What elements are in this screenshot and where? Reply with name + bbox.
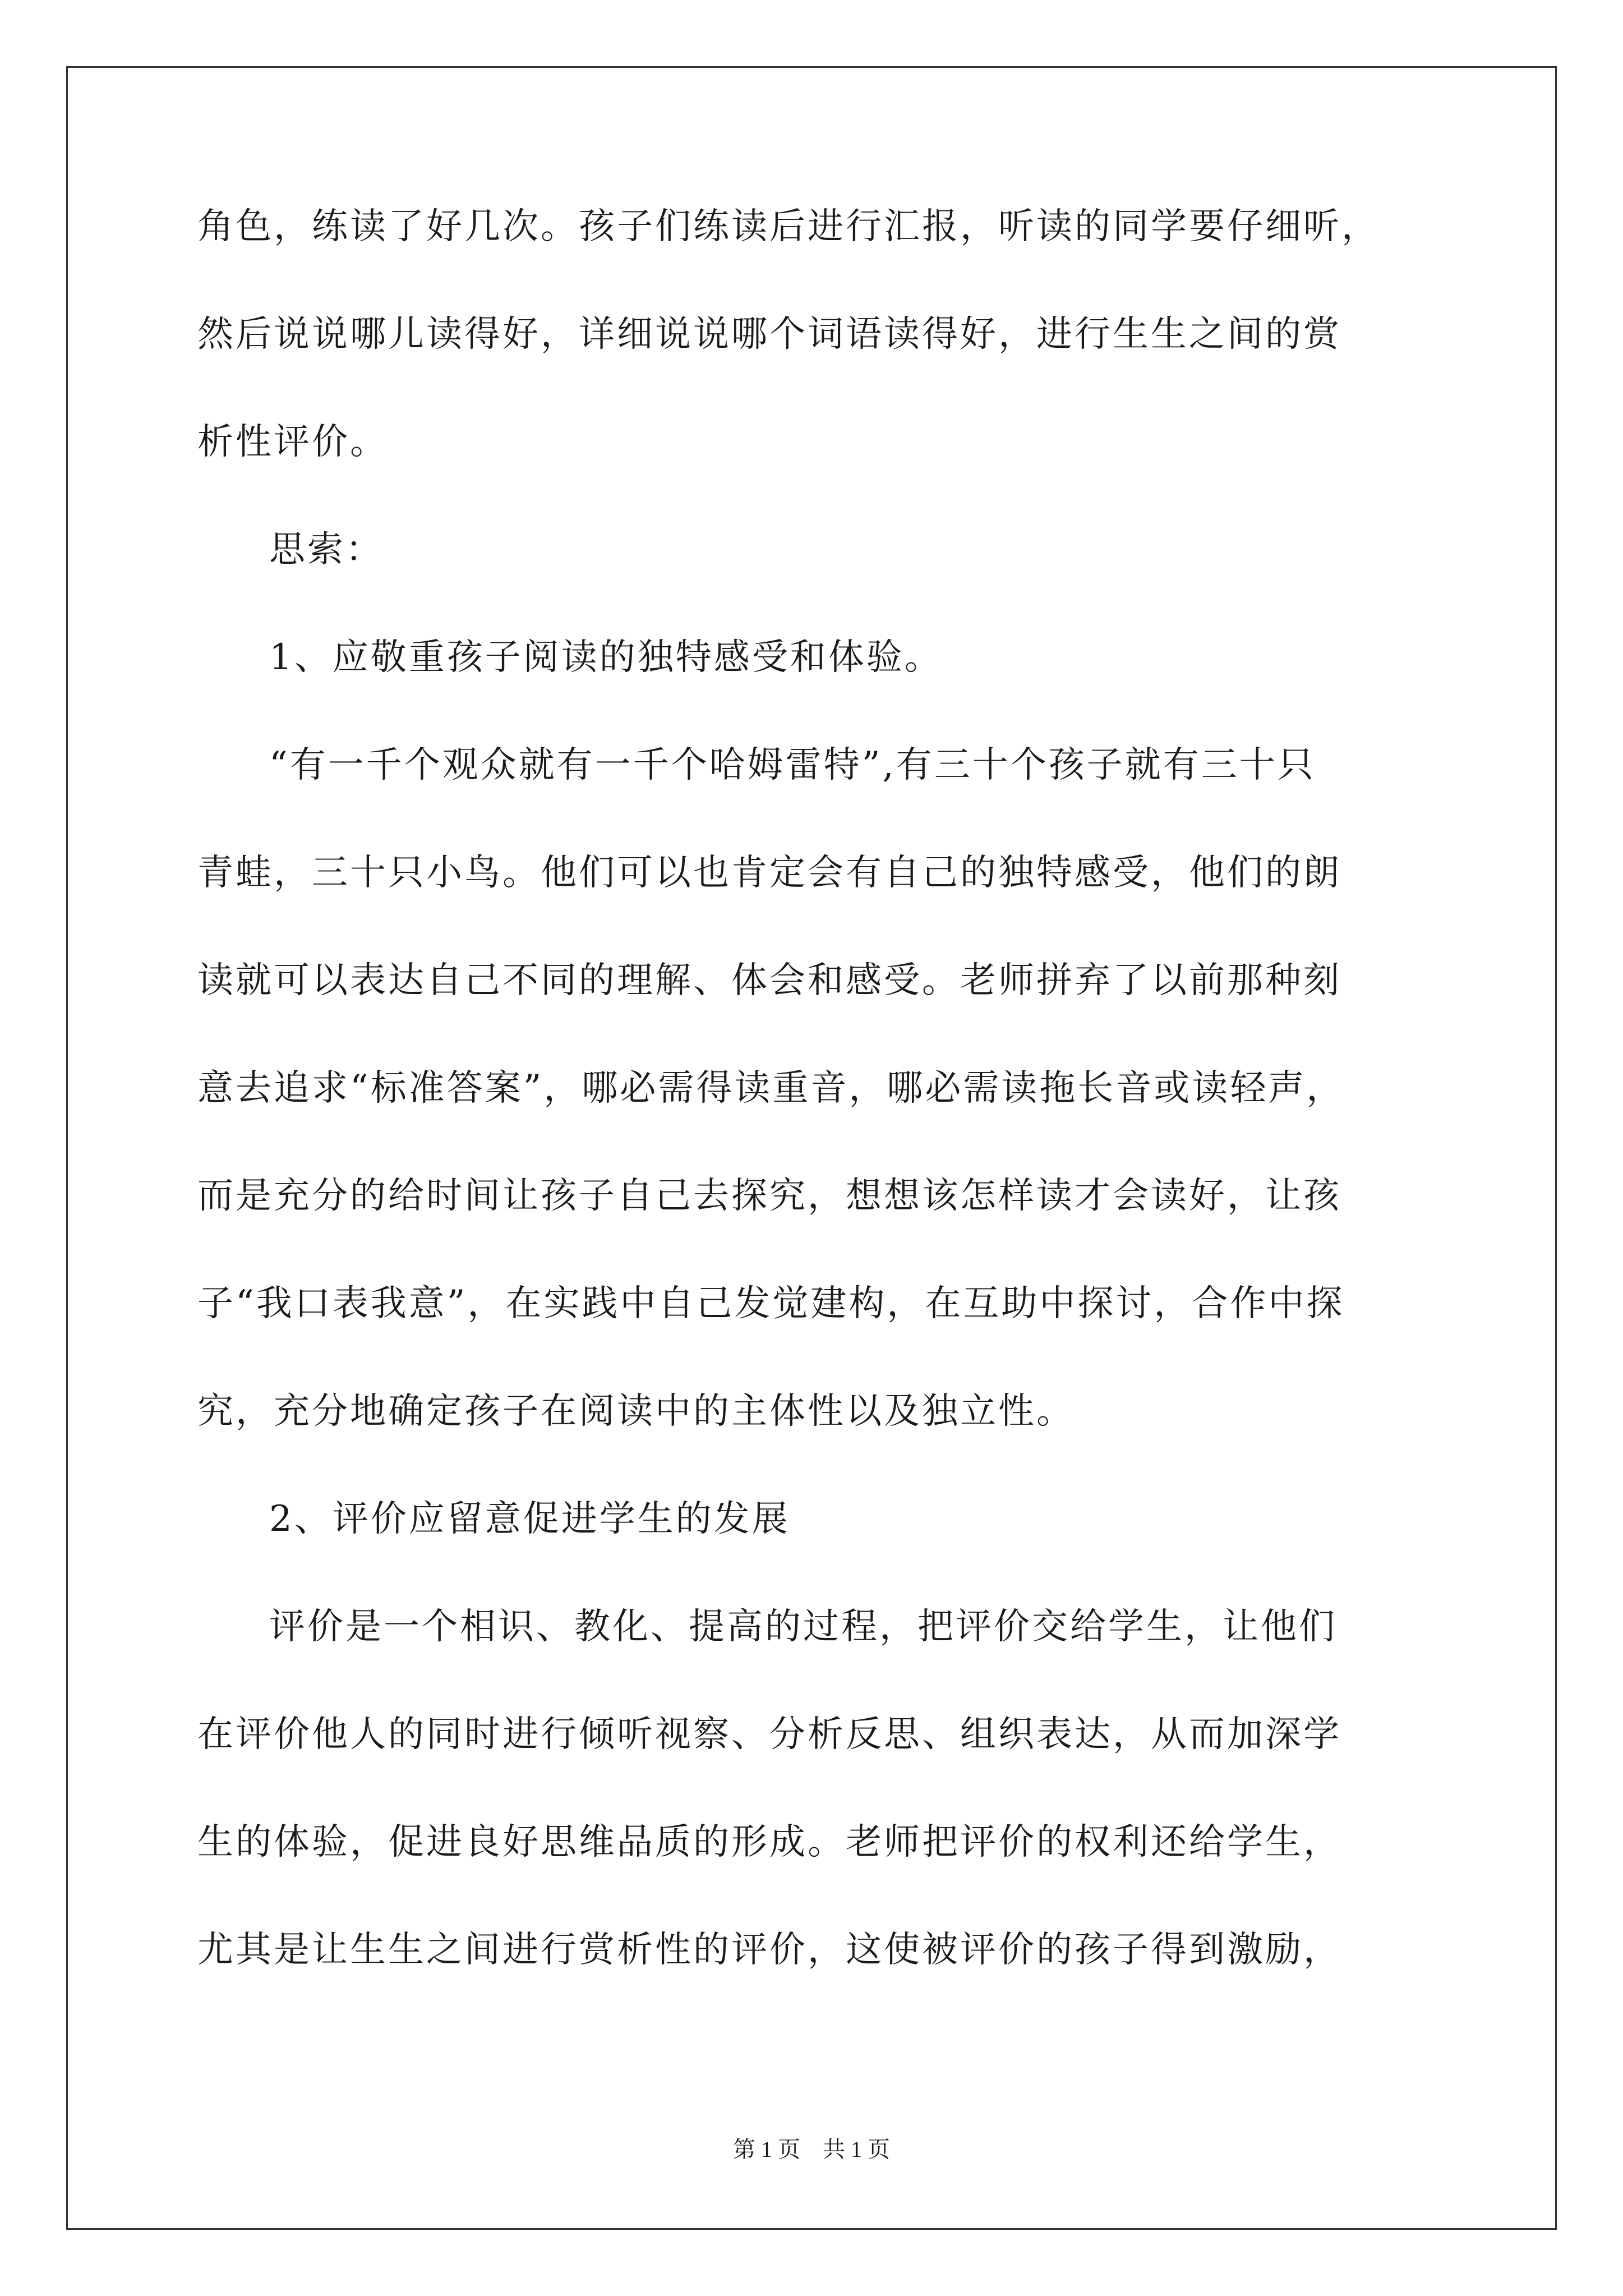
paragraph-line: 角色，练读了好几次。孩子们练读后进行汇报，听读的同学要仔细听， (197, 206, 1380, 247)
numbered-heading: 2、评价应留意促进学生的发展 (269, 1498, 790, 1540)
paragraph-line: 生的体验，促进良好思维品质的形成。老师把评价的权利还给学生， (197, 1821, 1341, 1863)
paragraph-line: 析性评价。 (197, 421, 388, 463)
paragraph-line: 而是充分的给时间让孩子自己去探究，想想该怎样读才会读好，让孩 (197, 1175, 1341, 1217)
paragraph-line: 尤其是让生生之间进行赏析性的评价，这使被评价的孩子得到激励， (197, 1929, 1341, 1971)
paragraph-line: 意去追求“标准答案”，哪必需得读重音，哪必需读拖长音或读轻声， (197, 1068, 1345, 1109)
paragraph-line: 在评价他人的同时进行倾听视察、分析反思、组织表达，从而加深学 (197, 1714, 1341, 1755)
numbered-heading: 1、应敬重孩子阅读的独特感受和体验。 (269, 637, 943, 678)
paragraph-line: 青蛙，三十只小鸟。他们可以也肯定会有自己的独特感受，他们的朗 (197, 852, 1341, 894)
paragraph-line: “有一千个观众就有一千个哈姆雷特”,有三十个孩子就有三十只 (269, 744, 1316, 786)
section-heading: 思索： (269, 529, 384, 570)
paragraph-line: 读就可以表达自己不同的理解、体会和感受。老师拼弃了以前那种刻 (197, 960, 1341, 1001)
paragraph-line: 然后说说哪儿读得好，详细说说哪个词语读得好，进行生生之间的赏 (197, 314, 1341, 355)
paragraph-line: 评价是一个相识、教化、提高的过程，把评价交给学生，让他们 (269, 1606, 1337, 1648)
paragraph-line: 子“我口表我意”，在实践中自己发觉建构，在互助中探讨，合作中探 (197, 1283, 1345, 1324)
paragraph-line: 究，充分地确定孩子在阅读中的主体性以及独立性。 (197, 1391, 1075, 1432)
page-number-footer: 第 1 页 共 1 页 (733, 2137, 890, 2162)
document-body (197, 206, 1437, 2040)
